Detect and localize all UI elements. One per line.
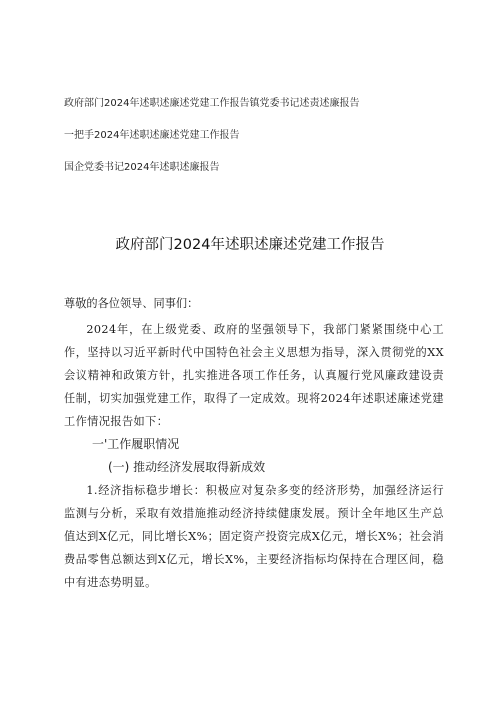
- document-title: 政府部门2024年述职述廉述党建工作报告: [115, 237, 385, 253]
- document-body: [64, 292, 444, 594]
- salutation: 尊敬的各位领导、同事们：: [64, 297, 199, 310]
- subsection-heading: (一) 推动经济发展取得新成效: [108, 460, 266, 474]
- intro-paragraph: 2024年，在上级党委、政府的坚强领导下，我部门紧紧围绕中心工作，坚持以习近平新时代中国特色社会主义思想为指导，深入贯彻党的XX会议精神和政策方针，扎实推进各项工作任务，认真履行党风廉政建设责任制，切实加强党建工作，取得了一定成效。现将2024年述职述廉述党建工作情况报告如下：: [64, 323, 444, 428]
- item-paragraph: 1.经济指标稳步增长：积极应对复杂多变的经济形势，加强经济运行监测与分析，采取有效措施推动经济持续健康发展。预计全年地区生产总值达到X亿元，同比增长X%；固定资产投资完成X亿元，增长X%；社会消费品零售总额达到X亿元，增长X%，主要经济指标均保持在合理区间，稳中有进态势明显。: [64, 484, 444, 589]
- toc-item: 国企党委书记2024年述职述廉报告: [64, 162, 220, 173]
- toc-item: 一把手2024年述职述廉述党建工作报告: [64, 130, 240, 141]
- table-of-contents: [64, 98, 484, 194]
- toc-item: 政府部门2024年述职述廉述党建工作报告镇党委书记述责述廉报告: [64, 98, 360, 109]
- section-heading: 一'工作履职情况: [92, 437, 180, 451]
